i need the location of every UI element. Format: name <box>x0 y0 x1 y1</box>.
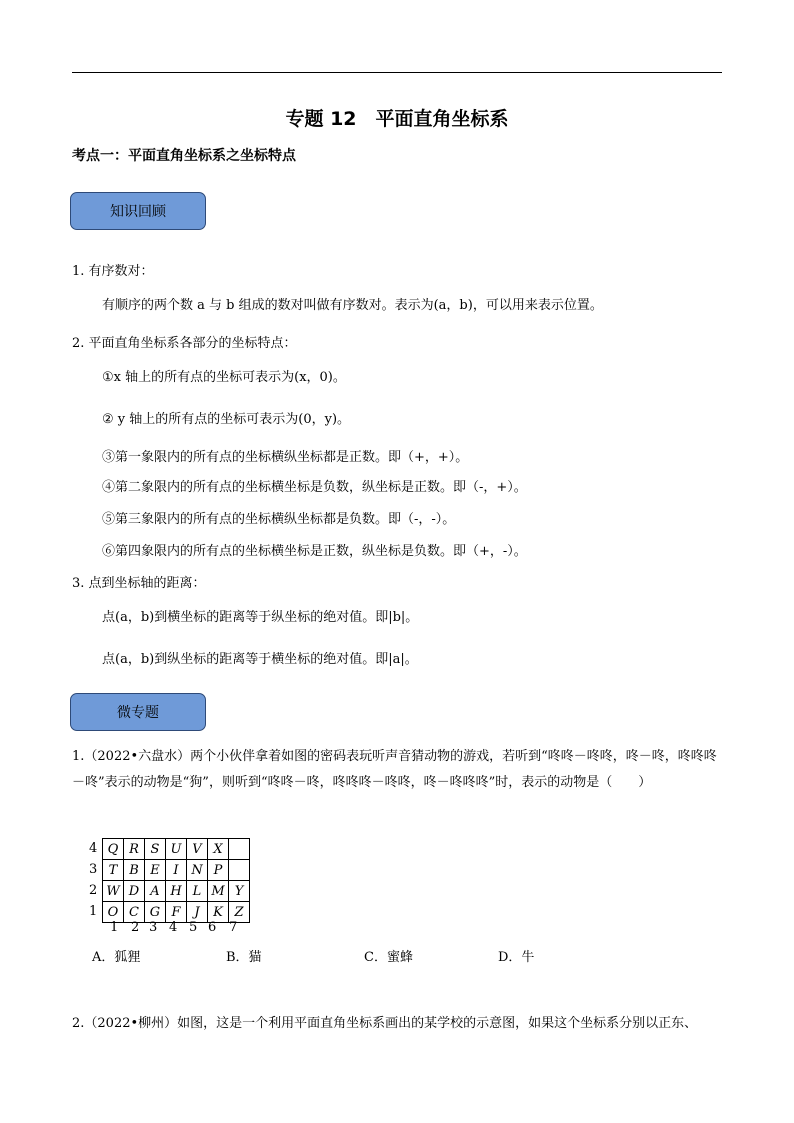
header-rule <box>72 72 722 73</box>
review-item2-title: 2. 平面直角坐标系各部分的坐标特点： <box>72 336 297 351</box>
grid-row-label: 1 <box>89 904 98 919</box>
review-item2-line: ③第一象限内的所有点的坐标横纵坐标都是正数。即（+，+）。 <box>102 450 469 465</box>
grid-cell: Z <box>229 902 250 923</box>
knowledge-review-badge: 知识回顾 <box>70 192 206 230</box>
grid-cell: F <box>166 902 187 923</box>
grid-cell: S <box>145 839 166 860</box>
cipher-grid <box>102 838 250 923</box>
grid-cell: J <box>187 902 208 923</box>
page-title: 专题 12 平面直角坐标系 <box>285 108 509 130</box>
grid-cell: Q <box>103 839 124 860</box>
grid-cell: G <box>145 902 166 923</box>
option-a: A．狐狸 <box>92 950 141 965</box>
grid-cell <box>229 860 250 881</box>
grid-col-label: 5 <box>189 920 198 935</box>
grid-cell: L <box>187 881 208 902</box>
grid-col-label: 1 <box>110 920 119 935</box>
grid-col-label: 7 <box>229 920 238 935</box>
review-item2-line: ④第二象限内的所有点的坐标横坐标是负数，纵坐标是正数。即（-，+）。 <box>102 480 527 495</box>
grid-cell: E <box>145 860 166 881</box>
review-item1-body: 有顺序的两个数 a 与 b 组成的数对叫做有序数对。表示为(a，b)，可以用来表示位置。 <box>102 298 603 313</box>
grid-row-label: 2 <box>89 883 98 898</box>
grid-cell: O <box>103 902 124 923</box>
grid-cell: T <box>103 860 124 881</box>
review-item2-line: ② y 轴上的所有点的坐标可表示为(0，y)。 <box>102 412 351 427</box>
topic-badge: 微专题 <box>70 693 206 731</box>
grid-col-label: 2 <box>131 920 140 935</box>
grid-cell: M <box>208 881 229 902</box>
grid-col-label: 6 <box>208 920 217 935</box>
option-d: D．牛 <box>498 950 535 965</box>
review-item1-title: 1. 有序数对： <box>72 264 154 279</box>
grid-cell <box>229 839 250 860</box>
grid-cell: C <box>124 902 145 923</box>
review-item2-line: ⑤第三象限内的所有点的坐标横纵坐标都是负数。即（-，-）。 <box>102 512 456 527</box>
review-item2-line: ①x 轴上的所有点的坐标可表示为(x，0)。 <box>102 370 346 385</box>
grid-cell: R <box>124 839 145 860</box>
option-c: C．蜜蜂 <box>364 950 413 965</box>
question-2-stem: 2.（2022•柳州）如图，这是一个利用平面直角坐标系画出的某学校的示意图，如果这个坐标系分别以正东、 <box>72 1016 698 1031</box>
review-item3-line: 点(a，b)到横坐标的距离等于纵坐标的绝对值。即|b|。 <box>102 610 419 625</box>
grid-cell: Y <box>229 881 250 902</box>
grid-cell: H <box>166 881 187 902</box>
grid-cell: I <box>166 860 187 881</box>
grid-col-label: 3 <box>149 920 158 935</box>
grid-cell: P <box>208 860 229 881</box>
grid-row-label: 3 <box>89 862 98 877</box>
grid-row-label: 4 <box>89 841 98 856</box>
review-item3-title: 3. 点到坐标轴的距离： <box>72 576 206 591</box>
grid-cell: B <box>124 860 145 881</box>
grid-cell: D <box>124 881 145 902</box>
grid-cell: A <box>145 881 166 902</box>
grid-cell: X <box>208 839 229 860</box>
review-item3-line: 点(a，b)到纵坐标的距离等于横坐标的绝对值。即|a|。 <box>102 652 418 667</box>
grid-cell: K <box>208 902 229 923</box>
grid-col-label: 4 <box>169 920 178 935</box>
option-b: B．猫 <box>226 950 262 965</box>
grid-cell: U <box>166 839 187 860</box>
grid-cell: N <box>187 860 208 881</box>
section-heading: 考点一：平面直角坐标系之坐标特点 <box>72 148 296 164</box>
grid-cell: V <box>187 839 208 860</box>
review-item2-line: ⑥第四象限内的所有点的坐标横坐标是正数，纵坐标是负数。即（+，-）。 <box>102 544 527 559</box>
question-1-stem: 1.（2022•六盘水）两个小伙伴拿着如图的密码表玩听声音猜动物的游戏，若听到“咚咚－咚咚，咚－咚，咚咚咚－咚”表示的动物是“狗”，则听到“咚咚－咚，咚咚咚－咚咚，咚－咚咚咚”时，表示的动物是（ ） <box>72 749 717 790</box>
grid-cell: W <box>103 881 124 902</box>
